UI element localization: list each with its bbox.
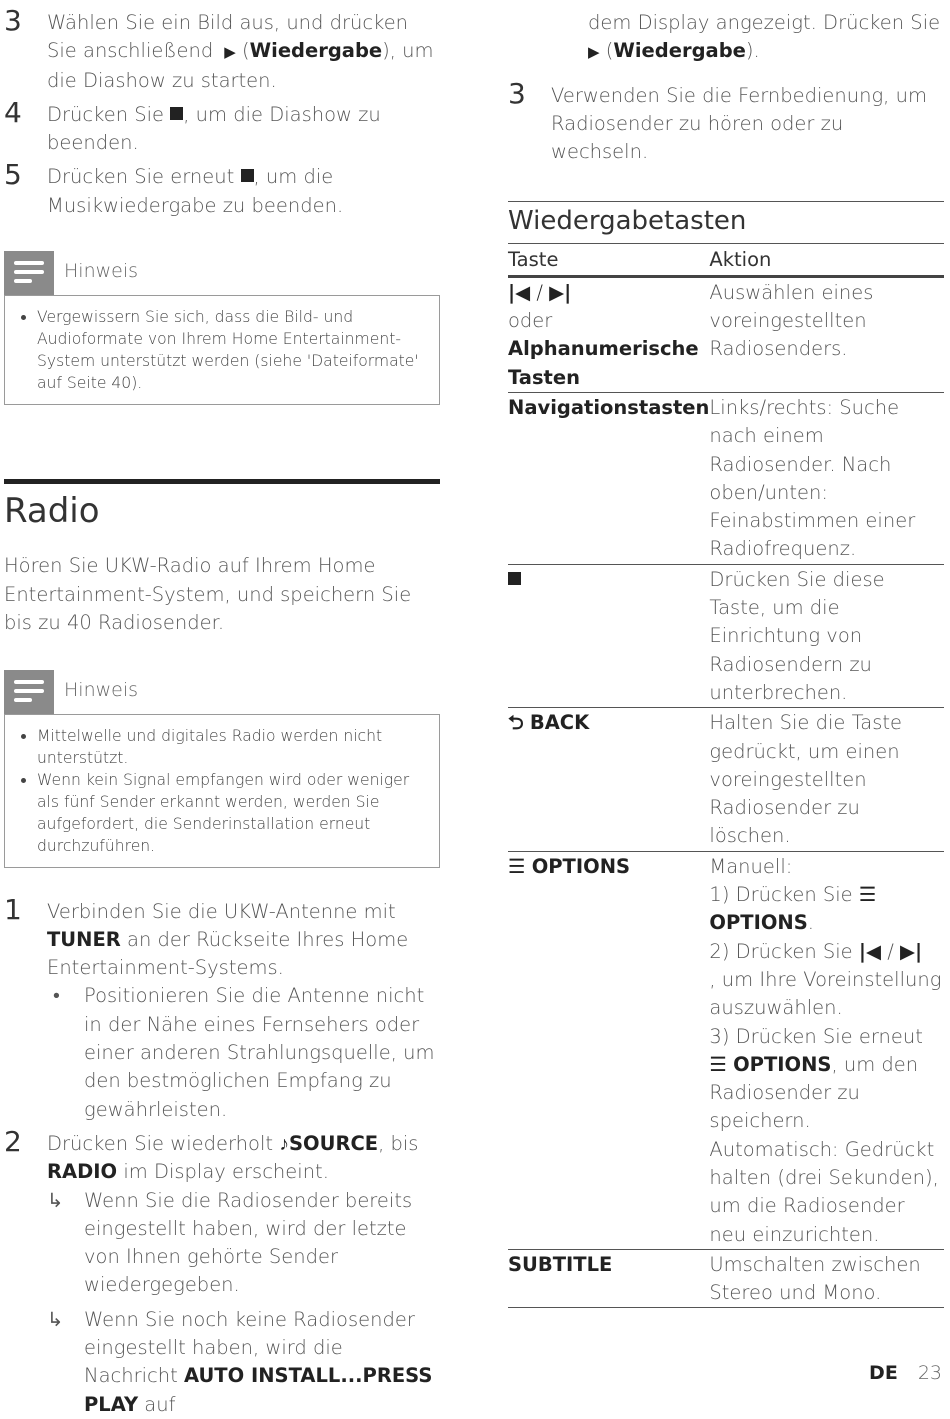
radio-intro: Hören Sie UKW-Radio auf Ihrem Home Entertainment-System, und speichern Sie bis zu 40 Radiosender. (4, 554, 412, 635)
step-number: 1 (4, 892, 22, 926)
step-3-radio: 3 Verwenden Sie die Fernbedienung, um Radiosender zu hören oder zu wechseln. (508, 76, 927, 164)
play-icon: ▶ (219, 43, 236, 62)
note-item: • Wenn kein Signal empfangen wird oder weniger als fünf Sender erkannt werden, werden Sie aufgefordert, die Senderinstallation erneut durchzuführen. (37, 769, 429, 857)
note-item: • Mittelwelle und digitales Radio werden nicht unterstützt. (37, 725, 429, 769)
column-header: Aktion (709, 244, 944, 276)
note-hint-radio (4, 670, 440, 868)
right-column (508, 0, 944, 1308)
table-row: SUBTITLE Umschalten zwischen Stereo und Mono. (508, 1249, 944, 1308)
options-icon: ☰ (508, 854, 526, 878)
step-number: 4 (4, 95, 22, 129)
table-row: Navigationstasten Links/rechts: Suche nach einem Radiosender. Nach oben/unten: Feinabstimmen einer Radiofrequenz. (508, 392, 944, 564)
play-icon: ▶ (588, 43, 600, 62)
table-row: Drücken Sie diese Taste, um die Einrichtung von Radiosendern zu unterbrechen. (508, 564, 944, 707)
music-note-icon: ♪ (279, 1131, 289, 1155)
step-1-radio: 1 Verbinden Sie die UKW-Antenne mit TUNER an der Rückseite Ihres Home Entertainment-Systems. • Positionieren Sie die Antenne nicht in der Nähe eines Fernsehers oder einer anderen Strahlungsquelle, um den bestmöglichen Empfang zu gewährleisten. (4, 898, 440, 1124)
previous-icon: |◀ (508, 280, 531, 304)
bullet-item: • Positionieren Sie die Antenne nicht in der Nähe eines Fernsehers oder einer anderen Strahlungsquelle, um den bestmöglichen Empfang zu gewährleisten. (53, 984, 435, 1121)
section-title: Radio (4, 491, 100, 532)
note-title: Hinweis (64, 260, 139, 283)
step-2-radio: 2 Drücken Sie wiederholt ♪SOURCE, bis RADIO im Display erscheint. ↳ Wenn Sie die Radiosender bereits eingestellt haben, wird der letzte von Ihnen gehörte Sender wiedergegeben. ↳ Wenn Sie noch keine Radiosender eingestellt haben, wird die Nachricht AUTO INSTALL...PRESS PLAY auf (4, 1130, 440, 1419)
previous-icon: |◀ (858, 939, 881, 963)
step-5-top: 5 Drücken Sie erneut , um die Musikwiedergabe zu beenden. (4, 158, 344, 217)
step-number: 3 (4, 4, 22, 37)
stop-icon (508, 572, 521, 585)
next-icon: ▶| (899, 939, 923, 963)
page-number: 23 (917, 1362, 942, 1384)
step-number: 2 (4, 1124, 22, 1158)
language-code: DE (869, 1362, 898, 1384)
table-row: ☰ OPTIONS Manuell: 1) Drücken Sie ☰ OPTIONS. 2) Drücken Sie |◀ / ▶| , um Ihre Voreinstellung auszuwählen. 3) Drücken Sie erneut ☰ OPTIONS, um den Radiosender zu speichern. Automatisch: Gedrückt halten (drei Sekunden), um die Radiosender neu einzurichten. (508, 851, 944, 1249)
note-icon (4, 251, 54, 295)
note-icon (4, 670, 54, 714)
playback-keys-table (508, 244, 944, 1308)
next-icon: ▶| (549, 280, 572, 304)
options-icon: ☰ (709, 1052, 727, 1076)
table-title: Wiedergabetasten (508, 201, 944, 244)
page-footer (869, 1362, 942, 1384)
step-2-continued: dem Display angezeigt. Drücken Sie ▶ (Wiedergabe). (588, 11, 941, 63)
options-icon: ☰ (858, 883, 877, 907)
step-number: 3 (508, 76, 526, 110)
result-arrow-icon: ↳ (47, 1188, 64, 1212)
result-arrow-icon: ↳ (47, 1307, 64, 1331)
stop-icon (170, 107, 183, 120)
step-number: 5 (4, 158, 22, 192)
back-icon: ⮌ (508, 711, 524, 735)
column-header: Taste (508, 244, 709, 276)
result-item: ↳ Wenn Sie noch keine Radiosender eingestellt haben, wird die Nachricht AUTO INSTALL...PRESS PLAY auf (47, 1307, 433, 1416)
table-row: ⮌ BACK Halten Sie die Taste gedrückt, um einen voreingestellten Radiosender zu löschen. (508, 708, 944, 851)
note-item: • Vergewissern Sie sich, dass die Bild- und Audioformate von Ihrem Home Entertainment-System unterstützt werden (siehe 'Dateiformate' auf Seite 40). (37, 306, 429, 394)
table-row: |◀ / ▶| oder Alphanumerische Tasten Auswählen eines voreingestellten Radiosenders. (508, 276, 944, 392)
step-4-top: 4 Drücken Sie , um die Diashow zu beenden. (4, 95, 381, 155)
stop-icon (241, 169, 254, 182)
result-item: ↳ Wenn Sie die Radiosender bereits eingestellt haben, wird der letzte von Ihnen gehörte Sender wiedergegeben. (47, 1188, 413, 1297)
left-column (4, 0, 440, 1419)
note-title: Hinweis (64, 678, 139, 701)
note-hint-formats (4, 251, 440, 405)
step-3-top: 3 Wählen Sie ein Bild aus, und drücken Sie anschließend ▶ (Wiedergabe), um die Diashow zu starten. (4, 4, 434, 92)
